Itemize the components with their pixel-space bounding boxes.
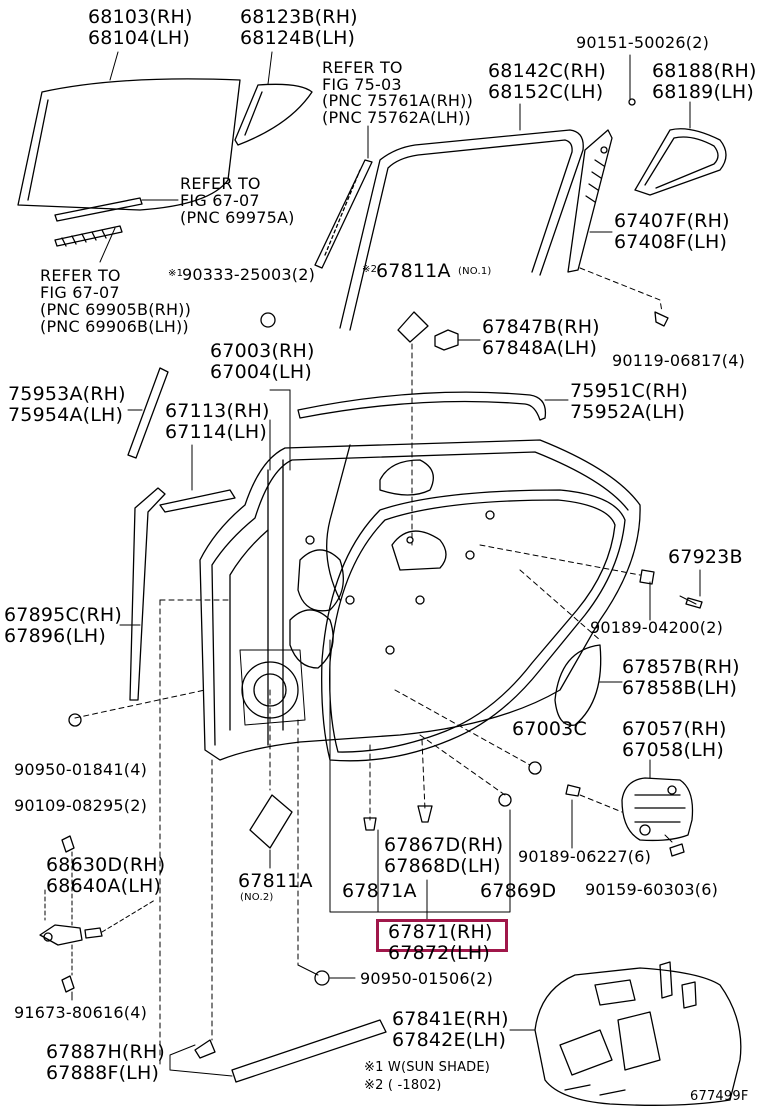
refer-to-line: REFER TO	[40, 266, 121, 285]
part-label-90189-04200[interactable]: 90189-04200(2)	[590, 618, 724, 637]
glass-run-part	[340, 130, 583, 330]
part-label-75953a[interactable]: 75953A(RH)	[8, 383, 126, 405]
service-hole-cover-part	[398, 312, 428, 342]
belt-strip-part	[55, 198, 142, 246]
part-label-68123b[interactable]: 68123B(RH)	[240, 6, 358, 28]
part-label-75951c[interactable]: 75951C(RH)	[570, 380, 689, 402]
rear-door-panel-part	[200, 440, 640, 760]
part-label-67004[interactable]: 67004(LH)	[210, 361, 312, 383]
part-label-68142c[interactable]: 68142C(RH)	[488, 60, 607, 82]
part-label-67923b[interactable]: 67923B	[668, 546, 743, 568]
part-label-68152c[interactable]: 68152C(LH)	[488, 81, 604, 103]
part-label-68104[interactable]: 68104(LH)	[88, 27, 190, 49]
part-label-67811a-no2[interactable]: 67811A	[238, 870, 313, 892]
part-label-67408f[interactable]: 67408F(LH)	[614, 231, 728, 253]
part-label-68124b[interactable]: 68124B(LH)	[240, 27, 356, 49]
refer-pnc-line: (PNC 69906B(LH))	[40, 317, 189, 336]
part-label-67848a[interactable]: 67848A(LH)	[482, 337, 598, 359]
part-label-90109[interactable]: 90109-08295(2)	[14, 796, 148, 815]
refer-pnc-line: (PNC 69905B(RH))	[40, 300, 192, 319]
footnote-1: ※1 W(SUN SHADE)	[364, 1060, 491, 1075]
part-label-90159[interactable]: 90159-60303(6)	[585, 880, 719, 899]
part-qualifier-no2: (NO.2)	[240, 892, 274, 903]
door-frame-molding-part	[315, 160, 372, 268]
part-label-67858b[interactable]: 67858B(LH)	[622, 677, 738, 699]
part-label-91673[interactable]: 91673-80616(4)	[14, 1003, 148, 1022]
part-label-67057[interactable]: 67057(RH)	[622, 718, 727, 740]
refer-fig-line: FIG 67-07	[180, 191, 260, 210]
refer-fig-line: FIG 75-03	[322, 75, 402, 94]
division-bar-part	[568, 130, 612, 272]
rear-quarter-glass-part	[635, 129, 726, 195]
part-label-67895c[interactable]: 67895C(RH)	[4, 604, 123, 626]
quarter-glass-part	[235, 84, 312, 145]
part-label-67867d[interactable]: 67867D(RH)	[384, 834, 504, 856]
part-label-67896[interactable]: 67896(LH)	[4, 625, 106, 647]
outer-weatherstrip-part	[128, 368, 168, 458]
part-label-67869d[interactable]: 67869D	[480, 880, 557, 902]
part-label-67887h[interactable]: 67887H(RH)	[46, 1041, 166, 1063]
part-label-67868d[interactable]: 67868D(LH)	[384, 855, 501, 877]
part-label-67888f[interactable]: 67888F(LH)	[46, 1062, 160, 1084]
refer-pnc-line: (PNC 75761A(RH))	[322, 91, 474, 110]
part-label-68103[interactable]: 68103(RH)	[88, 6, 193, 28]
note-mark-1: ※1	[168, 268, 184, 279]
part-label-67857b[interactable]: 67857B(RH)	[622, 656, 740, 678]
belt-molding-part	[298, 392, 545, 420]
note-mark-2: ※2	[362, 264, 378, 275]
part-label-68189[interactable]: 68189(LH)	[652, 81, 754, 103]
part-label-90151[interactable]: 90151-50026(2)	[576, 33, 710, 52]
refer-fig-line: FIG 67-07	[40, 283, 120, 302]
part-label-90950-01841[interactable]: 90950-01841(4)	[14, 760, 148, 779]
part-label-75954a[interactable]: 75954A(LH)	[8, 404, 124, 426]
part-label-68188[interactable]: 68188(RH)	[652, 60, 757, 82]
part-label-67003c[interactable]: 67003C	[512, 718, 587, 740]
door-trim-board-part	[535, 962, 741, 1105]
part-label-67003[interactable]: 67003(RH)	[210, 340, 315, 362]
refer-pnc-line: (PNC 69975A)	[180, 208, 295, 227]
part-label-68640a[interactable]: 68640A(LH)	[46, 875, 162, 897]
door-lock-part	[622, 778, 693, 840]
footnote-2: ※2 ( -1802)	[364, 1078, 442, 1093]
part-label-75952a[interactable]: 75952A(LH)	[570, 401, 686, 423]
figure-id: 677499F	[690, 1089, 749, 1104]
damper-patch-part	[555, 645, 601, 725]
part-label-90119[interactable]: 90119-06817(4)	[612, 351, 746, 370]
part-label-67811a[interactable]: 67811A	[376, 260, 451, 282]
part-label-68630d[interactable]: 68630D(RH)	[46, 854, 166, 876]
part-label-90189-06227[interactable]: 90189-06227(6)	[518, 847, 652, 866]
part-label-67114[interactable]: 67114(LH)	[165, 421, 267, 443]
part-label-67058[interactable]: 67058(LH)	[622, 739, 724, 761]
refer-to-line: REFER TO	[180, 174, 261, 193]
part-label-67847b[interactable]: 67847B(RH)	[482, 316, 600, 338]
part-label-67407f[interactable]: 67407F(RH)	[614, 210, 730, 232]
part-qualifier-no1: (NO.1)	[458, 266, 492, 277]
part-label-90950-01506[interactable]: 90950-01506(2)	[360, 969, 494, 988]
part-label-67842e[interactable]: 67842E(LH)	[392, 1029, 507, 1051]
part-label-67871-highlighted[interactable]: 67871(RH)	[388, 921, 493, 943]
part-label-67872[interactable]: 67872(LH)	[388, 942, 490, 964]
refer-to-line: REFER TO	[322, 58, 403, 77]
part-label-67113[interactable]: 67113(RH)	[165, 400, 270, 422]
part-label-67871a[interactable]: 67871A	[342, 880, 417, 902]
part-label-90333[interactable]: 90333-25003(2)	[182, 265, 316, 284]
lower-molding-part	[195, 1020, 386, 1082]
part-label-67841e[interactable]: 67841E(RH)	[392, 1008, 509, 1030]
refer-pnc-line: (PNC 75762A(LH))	[322, 108, 471, 127]
